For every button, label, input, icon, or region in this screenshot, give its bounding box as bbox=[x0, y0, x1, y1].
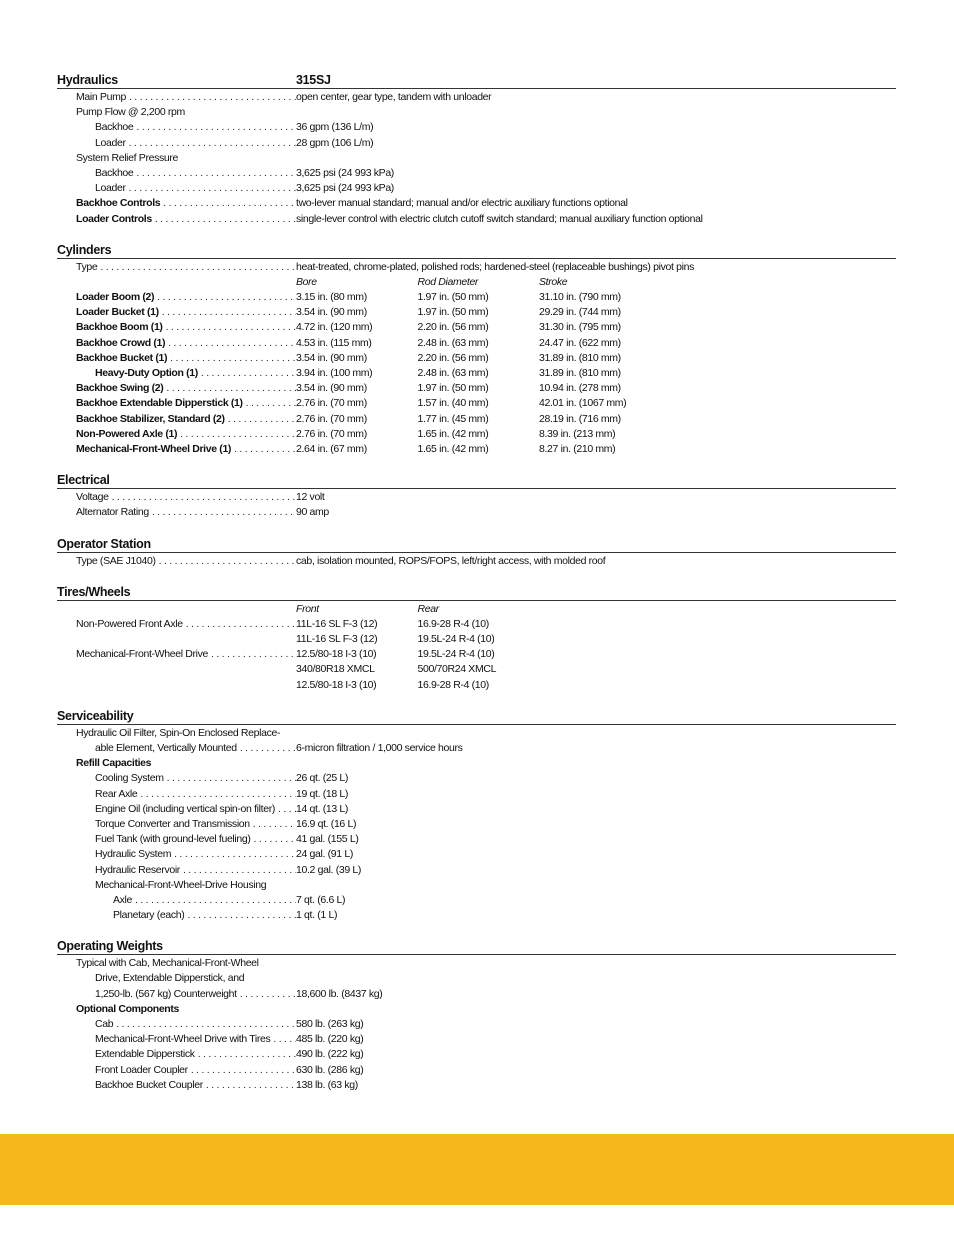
spec-value: single-lever control with electric clutch cutoff switch standard; manual auxiliary function optional bbox=[296, 212, 703, 225]
cylinder-row bbox=[57, 290, 896, 305]
tire-row bbox=[57, 662, 896, 677]
spec-value: 3,625 psi (24 993 kPa) bbox=[296, 166, 394, 179]
spec-label: able Element, Vertically Mounted bbox=[95, 742, 237, 754]
dot-leader bbox=[126, 181, 296, 196]
spec-label: Backhoe Bucket Coupler bbox=[95, 1078, 203, 1091]
dot-leader bbox=[109, 490, 296, 505]
dot-leader bbox=[171, 847, 296, 862]
dot-leader bbox=[198, 366, 296, 381]
spec-label: Axle bbox=[113, 893, 133, 906]
tire-row bbox=[57, 617, 896, 632]
spec-label: Extendable Dipperstick bbox=[95, 1048, 195, 1061]
dot-leader bbox=[132, 893, 296, 908]
weight-row bbox=[57, 1078, 896, 1093]
spec-value: 3,625 psi (24 993 kPa) bbox=[296, 182, 394, 195]
operator-station-header bbox=[57, 534, 896, 553]
refill-capacities-heading: Refill Capacities bbox=[76, 757, 152, 770]
bore-value: 3.54 in. (90 mm) bbox=[296, 382, 367, 395]
dot-leader bbox=[203, 1078, 296, 1093]
spec-value: open center, gear type, tandem with unloader bbox=[296, 91, 492, 103]
stroke-value: 31.89 in. (810 mm) bbox=[539, 367, 621, 379]
refill-row bbox=[57, 863, 896, 878]
spec-value: 10.2 gal. (39 L) bbox=[296, 863, 362, 876]
spec-value: 12 volt bbox=[296, 491, 325, 504]
tire-column-headers bbox=[57, 602, 896, 617]
cylinder-row bbox=[57, 320, 896, 335]
stroke-value: 42.01 in. (1067 mm) bbox=[539, 397, 627, 410]
dot-leader bbox=[156, 554, 296, 569]
spec-row-filter-line2 bbox=[57, 741, 896, 756]
dot-leader bbox=[167, 351, 296, 366]
operating-weights-section bbox=[57, 936, 896, 1093]
section-title: Hydraulics bbox=[57, 73, 118, 87]
optional-heading-row bbox=[57, 1002, 896, 1017]
spec-label: Backhoe Crowd (1) bbox=[76, 336, 166, 349]
spec-label: Hydraulic Oil Filter, Spin-On Enclosed Replace- bbox=[76, 726, 281, 739]
spec-row-relief-backhoe bbox=[57, 166, 896, 181]
spec-row-filter-line1 bbox=[57, 726, 896, 741]
bore-value: 2.76 in. (70 mm) bbox=[296, 397, 367, 410]
refill-row bbox=[57, 832, 896, 847]
spec-value: 6-micron filtration / 1,000 service hours bbox=[296, 742, 463, 754]
stroke-value: 29.29 in. (744 mm) bbox=[539, 306, 621, 319]
dot-leader bbox=[165, 336, 296, 351]
rod-value: 1.97 in. (50 mm) bbox=[417, 291, 489, 304]
rod-value: 1.65 in. (42 mm) bbox=[417, 427, 489, 440]
hydraulics-header bbox=[57, 70, 896, 89]
cylinder-row bbox=[57, 381, 896, 396]
spec-row-cylinder-type bbox=[57, 260, 896, 275]
rear-tire: 19.5L-24 R-4 (10) bbox=[417, 633, 495, 646]
spec-label: Planetary (each) bbox=[113, 909, 185, 922]
weight-row bbox=[57, 1063, 896, 1078]
spec-label: Heavy-Duty Option (1) bbox=[95, 367, 198, 379]
dot-leader bbox=[177, 427, 296, 442]
bore-value: 4.72 in. (120 mm) bbox=[296, 321, 373, 334]
cylinders-section bbox=[57, 240, 896, 457]
spec-sheet bbox=[57, 70, 896, 1106]
stroke-value: 31.30 in. (795 mm) bbox=[539, 321, 621, 334]
dot-leader bbox=[133, 120, 296, 135]
rod-value: 1.57 in. (40 mm) bbox=[417, 397, 489, 410]
spec-label: Backhoe bbox=[95, 166, 134, 179]
spec-row-relief-pressure bbox=[57, 151, 896, 166]
rod-value: 1.97 in. (50 mm) bbox=[417, 382, 489, 395]
dot-leader bbox=[208, 647, 296, 662]
refill-row bbox=[57, 787, 896, 802]
spec-label: Voltage bbox=[76, 491, 109, 504]
spec-subheading: Pump Flow @ 2,200 rpm bbox=[76, 106, 185, 119]
spec-row-relief-loader bbox=[57, 181, 896, 196]
spec-label: Typical with Cab, Mechanical-Front-Wheel bbox=[76, 957, 259, 970]
spec-row-alternator bbox=[57, 505, 896, 520]
dot-leader bbox=[113, 1017, 296, 1032]
bore-value: 2.76 in. (70 mm) bbox=[296, 427, 367, 440]
electrical-section bbox=[57, 470, 896, 520]
dot-leader bbox=[164, 771, 296, 786]
dot-leader bbox=[133, 166, 296, 181]
spec-label: Backhoe Swing (2) bbox=[76, 382, 164, 395]
cylinder-row bbox=[57, 442, 896, 457]
rod-value: 2.20 in. (56 mm) bbox=[417, 351, 489, 364]
front-tire: 11L-16 SL F-3 (12) bbox=[296, 617, 378, 630]
spec-subheading: System Relief Pressure bbox=[76, 151, 179, 164]
spec-value: 490 lb. (222 kg) bbox=[296, 1048, 364, 1061]
spec-value: 485 lb. (220 kg) bbox=[296, 1033, 364, 1046]
spec-value: 36 gpm (136 L/m) bbox=[296, 121, 374, 134]
spec-label: Hydraulic Reservoir bbox=[95, 863, 180, 876]
spec-label: Backhoe Stabilizer, Standard (2) bbox=[76, 412, 225, 425]
spec-label: 1,250-lb. (567 kg) Counterweight bbox=[95, 987, 237, 1000]
dot-leader bbox=[184, 908, 296, 923]
spec-label: Backhoe Bucket (1) bbox=[76, 351, 168, 364]
spec-label: Torque Converter and Transmission bbox=[95, 817, 250, 830]
weight-row bbox=[57, 1047, 896, 1062]
spec-label: Loader Controls bbox=[76, 212, 152, 225]
spec-row-pump-flow-loader bbox=[57, 136, 896, 151]
spec-value: 24 gal. (91 L) bbox=[296, 848, 353, 861]
tires-section bbox=[57, 582, 896, 693]
mfwd-heading-row bbox=[57, 878, 896, 893]
spec-label: Drive, Extendable Dipperstick, and bbox=[95, 972, 245, 985]
spec-label: Hydraulic System bbox=[95, 848, 172, 861]
spec-label: Backhoe bbox=[95, 121, 134, 134]
dot-leader bbox=[180, 863, 296, 878]
dot-leader bbox=[163, 320, 296, 335]
refill-heading-row bbox=[57, 756, 896, 771]
dot-leader bbox=[137, 787, 296, 802]
hydraulics-section bbox=[57, 70, 896, 227]
spec-value: 1 qt. (1 L) bbox=[296, 909, 338, 922]
footer-band bbox=[0, 1134, 954, 1205]
rod-value: 1.97 in. (50 mm) bbox=[417, 306, 489, 319]
spec-value: cab, isolation mounted, ROPS/FOPS, left/right access, with molded roof bbox=[296, 554, 606, 567]
section-title: Operating Weights bbox=[57, 939, 163, 954]
dot-leader bbox=[97, 260, 296, 275]
refill-row bbox=[57, 817, 896, 832]
typical-line-2 bbox=[57, 971, 896, 986]
dot-leader bbox=[126, 90, 296, 105]
spec-row-cab-type bbox=[57, 554, 896, 569]
cylinder-row bbox=[57, 305, 896, 320]
rod-value: 2.48 in. (63 mm) bbox=[417, 336, 489, 349]
spec-value: 138 lb. (63 kg) bbox=[296, 1078, 358, 1091]
cylinder-row bbox=[57, 336, 896, 351]
spec-label: Backhoe Extendable Dipperstick (1) bbox=[76, 397, 243, 410]
spec-value: 18,600 lb. (8437 kg) bbox=[296, 987, 383, 1000]
front-tire: 12.5/80-18 I-3 (10) bbox=[296, 678, 377, 691]
dot-leader bbox=[231, 442, 296, 457]
spec-label: Backhoe Controls bbox=[76, 197, 161, 210]
tire-row bbox=[57, 678, 896, 693]
typical-line-1 bbox=[57, 956, 896, 971]
rear-tire: 16.9-28 R-4 (10) bbox=[417, 678, 489, 691]
weight-row bbox=[57, 1017, 896, 1032]
spec-row-backhoe-controls bbox=[57, 196, 896, 211]
stroke-value: 8.27 in. (210 mm) bbox=[539, 442, 616, 455]
spec-row-voltage bbox=[57, 490, 896, 505]
spec-label: Cab bbox=[95, 1018, 114, 1030]
bore-value: 3.54 in. (90 mm) bbox=[296, 306, 367, 319]
spec-value: heat-treated, chrome-plated, polished rods; hardened-steel (replaceable bushings) pivot pins bbox=[296, 260, 694, 273]
spec-row-pump-flow bbox=[57, 105, 896, 120]
cylinder-row bbox=[57, 351, 896, 366]
spec-label: Cooling System bbox=[95, 772, 164, 785]
mfwd-housing-heading: Mechanical-Front-Wheel-Drive Housing bbox=[95, 878, 267, 891]
spec-label: Engine Oil (including vertical spin-on filter) bbox=[95, 802, 275, 815]
spec-value: 580 lb. (263 kg) bbox=[296, 1018, 364, 1030]
stroke-value: 31.89 in. (810 mm) bbox=[539, 351, 621, 364]
stroke-value: 10.94 in. (278 mm) bbox=[539, 382, 621, 395]
spec-label: Fuel Tank (with ground-level fueling) bbox=[95, 833, 251, 846]
section-title: Operator Station bbox=[57, 536, 151, 551]
dot-leader bbox=[237, 987, 296, 1002]
spec-value: 28 gpm (106 L/m) bbox=[296, 136, 374, 149]
refill-row bbox=[57, 908, 896, 923]
dot-leader bbox=[275, 802, 296, 817]
bore-value: 2.64 in. (67 mm) bbox=[296, 442, 367, 455]
bore-value: 3.94 in. (100 mm) bbox=[296, 367, 373, 379]
spec-label: Type (SAE J1040) bbox=[76, 554, 156, 567]
rear-tire: 16.9-28 R-4 (10) bbox=[417, 617, 489, 630]
weight-row bbox=[57, 1032, 896, 1047]
spec-label: Front Loader Coupler bbox=[95, 1063, 188, 1076]
cylinder-row bbox=[57, 427, 896, 442]
dot-leader bbox=[270, 1032, 296, 1047]
dot-leader bbox=[225, 412, 296, 427]
spec-label: Loader Bucket (1) bbox=[76, 306, 159, 319]
dot-leader bbox=[152, 212, 296, 227]
dot-leader bbox=[149, 505, 296, 520]
dot-leader bbox=[195, 1047, 296, 1062]
dot-leader bbox=[243, 396, 296, 411]
column-header-rear: Rear bbox=[417, 602, 439, 615]
spec-value: 19 qt. (18 L) bbox=[296, 787, 349, 800]
column-header-rod-diameter: Rod Diameter bbox=[417, 275, 479, 288]
spec-label: Loader bbox=[95, 182, 126, 195]
spec-value: 90 amp bbox=[296, 506, 329, 519]
front-tire: 340/80R18 XMCL bbox=[296, 663, 375, 676]
dot-leader bbox=[159, 305, 296, 320]
rod-value: 2.20 in. (56 mm) bbox=[417, 321, 489, 334]
spec-value: 26 qt. (25 L) bbox=[296, 772, 349, 785]
dot-leader bbox=[160, 196, 296, 211]
stroke-value: 31.10 in. (790 mm) bbox=[539, 291, 621, 304]
spec-label: Rear Axle bbox=[95, 787, 138, 800]
typical-line-3 bbox=[57, 987, 896, 1002]
spec-row-main-pump bbox=[57, 90, 896, 105]
cylinder-row bbox=[57, 366, 896, 381]
stroke-value: 8.39 in. (213 mm) bbox=[539, 427, 616, 440]
spec-value: 630 lb. (286 kg) bbox=[296, 1063, 364, 1076]
spec-label: Alternator Rating bbox=[76, 506, 149, 519]
front-tire: 12.5/80-18 I-3 (10) bbox=[296, 648, 377, 661]
spec-label: Mechanical-Front-Wheel Drive bbox=[76, 648, 208, 661]
spec-label: Loader bbox=[95, 136, 126, 149]
spec-label: Mechanical-Front-Wheel Drive (1) bbox=[76, 442, 232, 455]
cylinder-column-headers bbox=[57, 275, 896, 290]
dot-leader bbox=[163, 381, 296, 396]
front-tire: 11L-16 SL F-3 (12) bbox=[296, 633, 378, 646]
section-title: Electrical bbox=[57, 473, 110, 488]
column-header-front: Front bbox=[296, 602, 319, 615]
spec-label: Type bbox=[76, 260, 98, 273]
spec-value: 14 qt. (13 L) bbox=[296, 802, 349, 815]
dot-leader bbox=[126, 136, 296, 151]
tire-row bbox=[57, 647, 896, 662]
section-title: Serviceability bbox=[57, 708, 134, 723]
refill-row bbox=[57, 802, 896, 817]
rod-value: 2.48 in. (63 mm) bbox=[417, 367, 489, 379]
column-header-bore: Bore bbox=[296, 275, 317, 288]
dot-leader bbox=[250, 817, 296, 832]
cylinder-row bbox=[57, 396, 896, 411]
spec-row-loader-controls bbox=[57, 212, 896, 227]
rod-value: 1.65 in. (42 mm) bbox=[417, 442, 489, 455]
refill-row bbox=[57, 893, 896, 908]
dot-leader bbox=[154, 290, 296, 305]
rear-tire: 19.5L-24 R-4 (10) bbox=[417, 648, 495, 661]
operator-station-section bbox=[57, 534, 896, 569]
section-title: Tires/Wheels bbox=[57, 584, 131, 599]
spec-value: 41 gal. (155 L) bbox=[296, 833, 359, 846]
serviceability-section bbox=[57, 706, 896, 923]
bore-value: 4.53 in. (115 mm) bbox=[296, 336, 372, 349]
electrical-header bbox=[57, 470, 896, 489]
cylinder-row bbox=[57, 412, 896, 427]
cylinders-header bbox=[57, 240, 896, 259]
dot-leader bbox=[183, 617, 296, 632]
tire-row bbox=[57, 632, 896, 647]
rear-tire: 500/70R24 XMCL bbox=[417, 663, 497, 676]
bore-value: 3.15 in. (80 mm) bbox=[296, 291, 367, 304]
spec-value: 16.9 qt. (16 L) bbox=[296, 817, 357, 830]
refill-row bbox=[57, 847, 896, 862]
spec-label: Main Pump bbox=[76, 91, 126, 103]
section-title: Cylinders bbox=[57, 242, 112, 257]
refill-row bbox=[57, 771, 896, 786]
spec-label: Loader Boom (2) bbox=[76, 291, 155, 304]
spec-label: Backhoe Boom (1) bbox=[76, 321, 163, 334]
serviceability-header bbox=[57, 706, 896, 725]
tires-header bbox=[57, 582, 896, 601]
spec-value: two-lever manual standard; manual and/or electric auxiliary functions optional bbox=[296, 197, 628, 210]
dot-leader bbox=[251, 832, 296, 847]
bore-value: 3.54 in. (90 mm) bbox=[296, 351, 367, 364]
model-name: 315SJ bbox=[296, 73, 331, 87]
dot-leader bbox=[188, 1063, 296, 1078]
spec-label: Mechanical-Front-Wheel Drive with Tires bbox=[95, 1033, 271, 1046]
dot-leader bbox=[237, 741, 296, 756]
spec-row-pump-flow-backhoe bbox=[57, 120, 896, 135]
stroke-value: 28.19 in. (716 mm) bbox=[539, 412, 621, 425]
spec-value: 7 qt. (6.6 L) bbox=[296, 893, 346, 906]
optional-components-heading: Optional Components bbox=[76, 1002, 180, 1015]
spec-label: Non-Powered Axle (1) bbox=[76, 427, 178, 440]
bore-value: 2.76 in. (70 mm) bbox=[296, 412, 367, 425]
rod-value: 1.77 in. (45 mm) bbox=[417, 412, 489, 425]
operating-weights-header bbox=[57, 936, 896, 955]
column-header-stroke: Stroke bbox=[539, 275, 568, 288]
spec-label: Non-Powered Front Axle bbox=[76, 617, 183, 630]
stroke-value: 24.47 in. (622 mm) bbox=[539, 336, 621, 349]
